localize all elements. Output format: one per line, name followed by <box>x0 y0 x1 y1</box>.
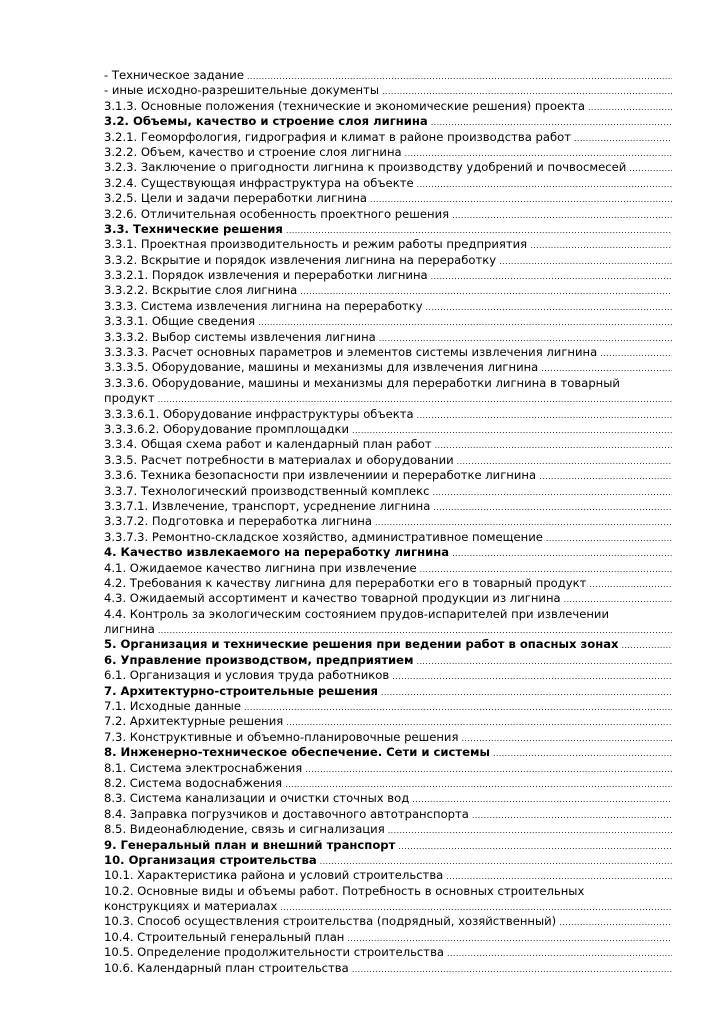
toc-entry <box>104 407 672 422</box>
toc-entry-continuation <box>104 622 672 637</box>
dot-leader <box>302 762 672 776</box>
dot-leader <box>155 623 672 637</box>
toc-entry-text: 3.3.2.2. Вскрытие слоя лигнина <box>104 283 298 298</box>
toc-entry-text: 10.2. Основные виды и объемы работ. Потребность в основных строительных <box>104 883 585 898</box>
toc-entry <box>104 637 672 652</box>
toc-entry <box>104 68 672 83</box>
dot-leader <box>379 84 672 98</box>
toc-entry <box>104 176 672 191</box>
dot-leader <box>430 500 672 514</box>
toc-entry <box>104 360 672 375</box>
toc-entry <box>104 237 672 252</box>
toc-entry-text: 10.1. Характеристика района и условий строительства <box>104 868 444 883</box>
toc-entry <box>104 884 672 915</box>
dot-leader <box>619 638 672 652</box>
dot-leader <box>297 284 672 298</box>
dot-leader <box>543 531 672 545</box>
toc-entry-text: 3.2.1. Геоморфология, гидрография и климат в районе производства работ <box>104 129 571 144</box>
dot-leader <box>367 192 672 206</box>
toc-entry-text: 3.3.3. Система извлечения лигнина на переработку <box>104 298 423 313</box>
toc-entry <box>104 807 672 822</box>
toc-entry <box>104 437 672 452</box>
toc-entry-text: 3.3.3.2. Выбор системы извлечения лигнина <box>104 329 376 344</box>
toc-entry-text: 3.3.2. Вскрытие и порядок извлечения лигнина на переработку <box>104 252 497 267</box>
toc-entry-text: 8.4. Заправка погрузчиков и доставочного автотранспорта <box>104 806 469 821</box>
toc-entry <box>104 345 672 360</box>
toc-entry-text: 3.2.2. Объем, качество и строение слоя лигнина <box>104 144 402 159</box>
dot-leader <box>496 254 672 268</box>
dot-leader <box>449 208 672 222</box>
toc-entry <box>104 130 672 145</box>
toc-entry-text: 3.2.3. Заключение о пригодности лигнина к производству удобрений и почвосмесей <box>104 160 627 175</box>
dot-leader <box>449 546 672 560</box>
toc-entry <box>104 576 672 591</box>
toc-entry-text: 3.3.3.5. Оборудование, машины и механизмы для извлечения лигнина <box>104 360 539 375</box>
toc-entry <box>104 607 672 638</box>
toc-entry-text: 4.2. Требования к качеству лигнина для переработки его в товарный продукт <box>104 575 587 590</box>
toc-entry <box>104 868 672 883</box>
toc-entry <box>104 484 672 499</box>
toc-entry <box>104 684 672 699</box>
dot-leader <box>155 392 672 406</box>
dot-leader <box>490 746 672 760</box>
toc-entry-text: 3.3.6. Техника безопасности при извлечениии и переработке лигнина <box>104 468 537 483</box>
toc-entry-text: 3.3.3.3. Расчет основных параметров и элементов системы извлечения лигнина <box>104 345 598 360</box>
toc-entry-text: 3.3.3.6.1. Оборудование инфраструктуры объекта <box>104 406 414 421</box>
dot-leader <box>402 146 672 160</box>
toc-entry-text: 3.3.7.2. Подготовка и переработка лигнина <box>104 514 372 529</box>
toc-entry-text: 3.3. Технические решения <box>104 221 283 236</box>
dot-leader <box>376 331 672 345</box>
dot-leader <box>538 361 672 375</box>
toc-entry-text: 3.3.7. Технологический производственный комплекс <box>104 483 430 498</box>
toc-entry-text: 10.5. Определение продолжительности строительства <box>104 945 445 960</box>
toc-entry-text-continued: продукт <box>104 391 155 406</box>
dot-leader <box>283 715 672 729</box>
toc-entry <box>104 561 672 576</box>
dot-leader <box>458 731 672 745</box>
toc-entry-text: 4.4. Контроль за экологическим состоянием прудов-испарителей при извлечении <box>104 606 609 621</box>
dot-leader <box>432 438 672 452</box>
toc-entry-text: 3.2. Объемы, качество и строение слоя лигнина <box>104 114 428 129</box>
toc-entry <box>104 160 672 175</box>
toc-entry-text: 3.3.7.3. Ремонтно-складское хозяйство, административное помещение <box>104 529 543 544</box>
toc-entry <box>104 699 672 714</box>
dot-leader <box>349 962 672 976</box>
toc-entry <box>104 253 672 268</box>
toc-entry-text: 3.2.5. Цели и задачи переработки лигнина <box>104 191 368 206</box>
toc-entry <box>104 853 672 868</box>
toc-entry <box>104 591 672 606</box>
dot-leader <box>597 346 672 360</box>
dot-leader <box>469 808 672 822</box>
toc-entry <box>104 299 672 314</box>
dot-leader <box>430 485 672 499</box>
dot-leader <box>561 592 672 606</box>
toc-entry-text: 10.4. Строительный генеральный план <box>104 929 345 944</box>
toc-entry <box>104 530 672 545</box>
toc-entry-continuation <box>104 899 672 914</box>
toc-entry <box>104 376 672 407</box>
toc-entry-text: 3.3.3.1. Общие сведения <box>104 314 256 329</box>
dot-leader <box>586 577 672 591</box>
toc-entry-text: 3.2.4. Существующая инфраструктура на объекте <box>104 175 414 190</box>
toc-entry <box>104 776 672 791</box>
dot-leader <box>536 469 672 483</box>
toc-entry <box>104 730 672 745</box>
toc-entry-text: 5. Организация и технические решения при ведении работ в опасных зонах <box>104 637 619 652</box>
toc-entry <box>104 499 672 514</box>
toc-entry-text: 6.1. Организация и условия труда работников <box>104 668 390 683</box>
toc-entry-text: 3.3.7.1. Извлечение, транспорт, усреднение лигнина <box>104 498 431 513</box>
toc-entry-text: 7.2. Архитектурные решения <box>104 714 284 729</box>
dot-leader <box>283 223 672 237</box>
toc-entry <box>104 668 672 683</box>
toc-entry <box>104 514 672 529</box>
toc-entry-text-continued: лигнина <box>104 622 155 637</box>
toc-entry-text: 3.3.1. Проектная производительность и режим работы предприятия <box>104 237 528 252</box>
toc-entry <box>104 822 672 837</box>
dot-leader <box>385 823 672 837</box>
dot-leader <box>277 900 672 914</box>
dot-leader <box>556 915 672 929</box>
dot-leader <box>626 161 672 175</box>
dot-leader <box>244 69 672 83</box>
dot-leader <box>255 315 672 329</box>
toc-entry-text: 6. Управление производством, предприятием <box>104 652 414 667</box>
toc-entry-text: 8.3. Система канализации и очистки сточных вод <box>104 791 410 806</box>
toc-entry-text: 10.3. Способ осуществления строительства (подрядный, хозяйственный) <box>104 914 557 929</box>
toc-entry <box>104 99 672 114</box>
toc-entry-text: - иные исходно-разрешительные документы <box>104 83 379 98</box>
toc-entry-text: 8.2. Система водоснабжения <box>104 775 283 790</box>
toc-entry <box>104 961 672 976</box>
toc-entry <box>104 545 672 560</box>
toc-entry-text: 4.1. Ожидаемое качество лигнина при извлечение <box>104 560 417 575</box>
toc-entry-text: 4. Качество извлекаемого на переработку лигнина <box>104 545 450 560</box>
toc-entry-continuation <box>104 391 672 406</box>
toc-entry <box>104 914 672 929</box>
toc-entry <box>104 453 672 468</box>
dot-leader <box>527 238 672 252</box>
toc-entry <box>104 207 672 222</box>
dot-leader <box>317 854 672 868</box>
toc-entry <box>104 761 672 776</box>
toc-entry-text: 8.1. Система электроснабжения <box>104 760 303 775</box>
toc-entry <box>104 653 672 668</box>
toc-entry <box>104 945 672 960</box>
dot-leader <box>443 869 672 883</box>
dot-leader <box>417 562 672 576</box>
toc-entry <box>104 791 672 806</box>
toc-entry <box>104 468 672 483</box>
dot-leader <box>428 269 672 283</box>
toc-entry-text: 7.1. Исходные данные <box>104 699 241 714</box>
toc-entry <box>104 745 672 760</box>
toc-entry <box>104 145 672 160</box>
table-of-contents <box>104 68 672 976</box>
toc-entry <box>104 838 672 853</box>
dot-leader <box>282 777 672 791</box>
toc-entry <box>104 268 672 283</box>
dot-leader <box>454 454 672 468</box>
toc-entry-text: 9. Генеральный план и внешний транспорт <box>104 837 396 852</box>
toc-entry-text: 3.3.5. Расчет потребности в материалах и оборудовании <box>104 452 454 467</box>
dot-leader <box>409 792 672 806</box>
toc-entry-text: 8. Инженерно-техническое обеспечение. Сети и системы <box>104 745 490 760</box>
toc-entry-text: 3.3.4. Общая схема работ и календарный план работ <box>104 437 432 452</box>
toc-entry <box>104 83 672 98</box>
dot-leader <box>444 946 672 960</box>
dot-leader <box>395 839 672 853</box>
dot-leader <box>349 423 672 437</box>
toc-entry-text: 4.3. Ожидаемый ассортимент и качество товарной продукции из лигнина <box>104 591 561 606</box>
toc-entry <box>104 191 672 206</box>
dot-leader <box>414 177 672 191</box>
toc-entry-text: 10. Организация строительства <box>104 852 317 867</box>
toc-entry-text: 3.3.3.6. Оборудование, машины и механизмы для переработки лигнина в товарный <box>104 375 620 390</box>
toc-entry <box>104 422 672 437</box>
toc-entry-text: - Техническое задание <box>104 68 244 82</box>
dot-leader <box>344 931 672 945</box>
toc-entry <box>104 314 672 329</box>
toc-entry <box>104 114 672 129</box>
dot-leader <box>414 654 672 668</box>
toc-entry <box>104 283 672 298</box>
dot-leader <box>241 700 672 714</box>
toc-entry <box>104 930 672 945</box>
toc-entry-text: 3.3.3.6.2. Оборудование промплощадки <box>104 421 350 436</box>
toc-entry-text: 7. Архитектурно-строительные решения <box>104 683 378 698</box>
dot-leader <box>423 300 672 314</box>
dot-leader <box>571 131 672 145</box>
toc-entry-text: 7.3. Конструктивные и объемно-планировочные решения <box>104 729 459 744</box>
dot-leader <box>585 100 672 114</box>
toc-entry <box>104 330 672 345</box>
dot-leader <box>428 115 672 129</box>
toc-entry <box>104 714 672 729</box>
dot-leader <box>378 685 672 699</box>
toc-entry-text: 10.6. Календарный план строительства <box>104 960 349 975</box>
toc-entry-text: 3.3.2.1. Порядок извлечения и переработки лигнина <box>104 268 428 283</box>
dot-leader <box>389 669 672 683</box>
dot-leader <box>414 408 672 422</box>
toc-entry <box>104 222 672 237</box>
dot-leader <box>372 515 672 529</box>
toc-entry-text-continued: конструкциях и материалах <box>104 899 278 914</box>
toc-entry-text: 8.5. Видеонаблюдение, связь и сигнализация <box>104 822 385 837</box>
toc-entry-text: 3.1.3. Основные положения (технические и экономические решения) проекта <box>104 98 585 113</box>
toc-entry-text: 3.2.6. Отличительная особенность проектного решения <box>104 206 450 221</box>
